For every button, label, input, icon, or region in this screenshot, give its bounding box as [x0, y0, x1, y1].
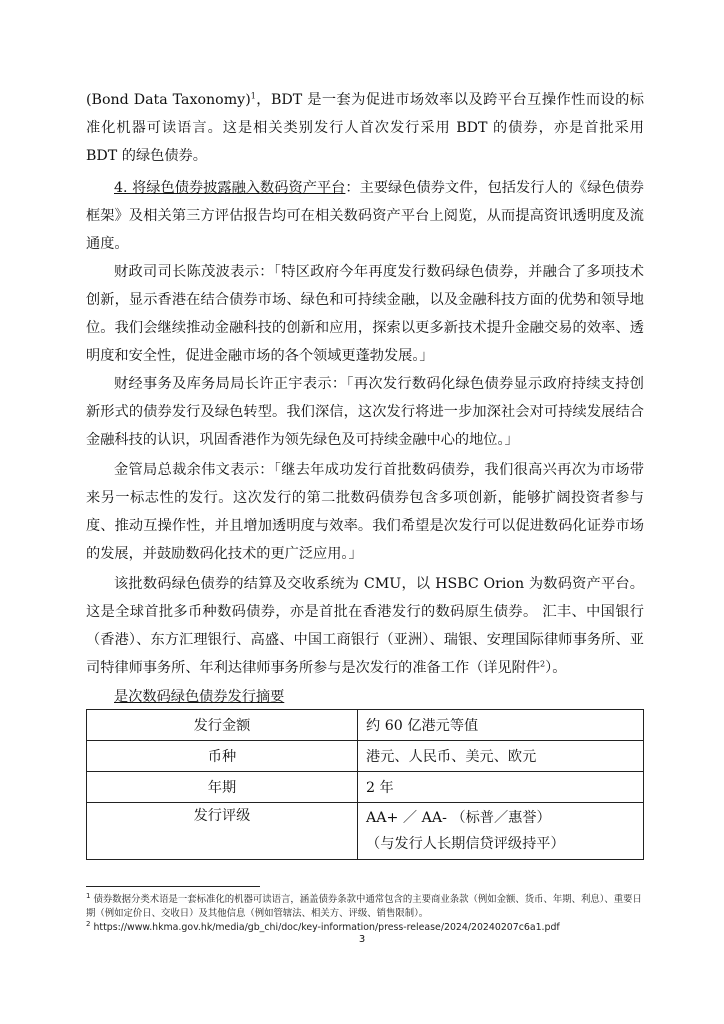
paragraph-settlement-platform: 该批数码绿色债券的结算及交收系统为 CMU，以 HSBC Orion 为数码资产平台。这是全球首批多币种数码债券，亦是首批在香港发行的数码原生债券。 汇丰、中国银行（香港）、东方汇理银行、高盛、中国工商银行（亚洲）、瑞银、安理国际律师事务所、亚司特律师事务所、年利达律师事务所参与是次发行的准备工作（详见附件$^2$）。: [86, 576, 644, 676]
table-row: [87, 772, 644, 803]
rating-value: AA+ ／ AA- （标普／惠誉）: [366, 810, 551, 826]
paragraph-bdt: (Bond Data Taxonomy)$^1$，BDT 是一套为促进市场效率以及跨平台互操作性而设的标准化机器可读语言。这是相关类别发行人首次发行采用 BDT 的债券，亦是首批采用 BDT 的绿色债券。: [86, 91, 644, 164]
table-cell-value: 约 60 亿港元等值: [358, 710, 644, 741]
table-row: [87, 741, 644, 772]
table-cell-label: 年期: [87, 772, 358, 803]
paragraph-green-bond-disclosure: 4. 将绿色债券披露融入数码资产平台：主要绿色债券文件，包括发行人的《绿色债券框架》及相关第三方评估报告均可在相关数码资产平台上阅览，从而提高资讯透明度及流通度。: [86, 180, 644, 252]
paragraph-financial-secretary-quote: 财政司司长陈茂波表示：「特区政府今年再度发行数码绿色债券，并融合了多项技术创新，显示香港在结合债券市场、绿色和可持续金融，以及金融科技方面的优势和领导地位。我们会继续推动金融科技的创新和应用，探索以更多新技术提升金融交易的效率、透明度和安全性，促进金融市场的各个领域更蓬勃发展。」: [86, 264, 644, 364]
table-cell-value: 港元、人民币、美元、欧元: [358, 741, 644, 772]
table-title: 是次数码绿色债券发行摘要: [114, 689, 285, 705]
footnote-ref-1[interactable]: 1: [250, 91, 256, 101]
section-heading: 4. 将绿色债券披露融入数码资产平台: [114, 180, 346, 196]
table-cell-value: [358, 803, 644, 860]
footnote-1: $^1$ 债券数据分类术语是一套标准化的机器可读语言，涵盖债券条款中通常包含的主要商业条款（例如金额、货币、年期、利息）、重要日期（例如定价日、交收日）及其他信息（例如管辖法、相关方、评级、销售限制）。: [86, 891, 642, 919]
page-number: 3: [358, 934, 366, 945]
footnote-divider: [86, 886, 260, 887]
paragraph-hkma-ceo-quote: 金管局总裁余伟文表示：「继去年成功发行首批数码债券，我们很高兴再次为市场带来另一标志性的发行。这次发行的第二批数码债券包含多项创新，能够扩阔投资者参与度、推动互操作性，并且增加透明度与效率。我们希望是次发行可以促进数码化证券市场的发展，并鼓励数码化技术的更广泛应用。」: [86, 462, 644, 562]
rating-note: （与发行人长期信贷评级持平）: [366, 836, 565, 852]
table-row: [87, 803, 644, 860]
table-cell-label: 发行金额: [87, 710, 358, 741]
issuance-summary-table: [86, 709, 644, 860]
paragraph-secretary-quote: 财经事务及库务局局长许正宇表示：「再次发行数码化绿色债券显示政府持续支持创新形式的债券发行及绿色转型。我们深信，这次发行将进一步加深社会对可持续发展结合金融科技的认识，巩固香港作为领先绿色及可持续金融中心的地位。」: [86, 376, 644, 448]
footnote-2: $^2$ https://www.hkma.gov.hk/media/gb_chi/doc/key-information/press-release/2024/20240207c6a1.pdf: [86, 919, 560, 933]
table-cell-label: 发行评级: [87, 803, 358, 860]
table-row: [87, 710, 644, 741]
footnote-link[interactable]: https://www.hkma.gov.hk/media/gb_chi/doc/key-information/press-release/2024/20240207c6a1.pdf: [93, 922, 560, 933]
table-cell-value: 2 年: [358, 772, 644, 803]
table-cell-label: 币种: [87, 741, 358, 772]
footnote-ref-2[interactable]: 2: [540, 659, 546, 669]
